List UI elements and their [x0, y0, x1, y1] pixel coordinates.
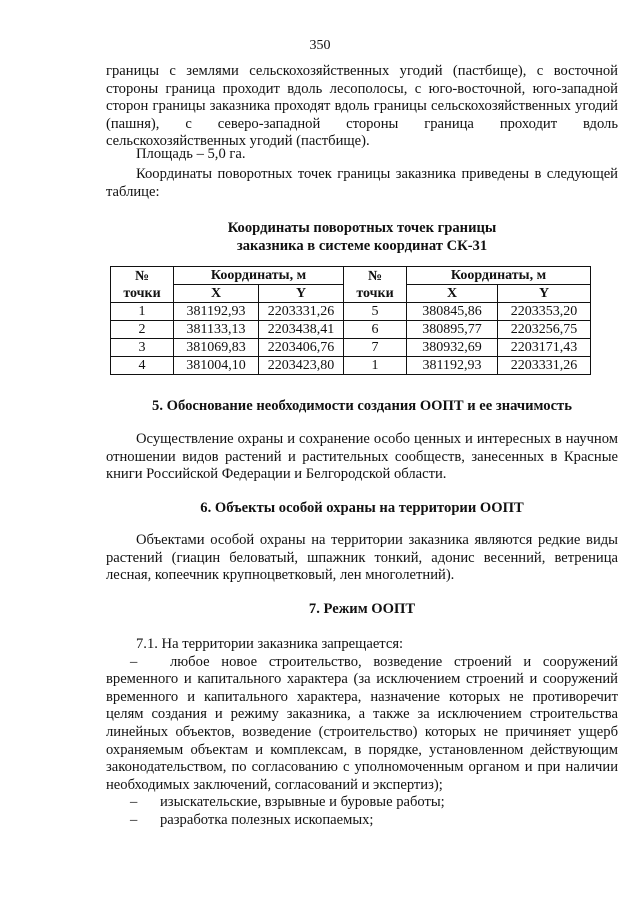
dash-marker: – [130, 653, 138, 670]
table-header-row [111, 267, 591, 285]
cell-point-number: 5 [344, 303, 407, 321]
header-no-word: точки [356, 285, 394, 301]
cell-x: 380895,77 [407, 321, 498, 339]
cell-point-number: 4 [111, 357, 174, 375]
cell-y: 2203353,20 [498, 303, 591, 321]
list-item [106, 654, 618, 795]
cell-point-number: 2 [111, 321, 174, 339]
coordinates-table [110, 266, 591, 375]
cell-x: 381192,93 [407, 357, 498, 375]
cell-point-number: 1 [344, 357, 407, 375]
cell-y: 2203171,43 [498, 339, 591, 357]
area-paragraph [106, 146, 618, 164]
header-y-right: Y [498, 285, 591, 303]
list-item-text: любое новое строительство, возведение строений и сооружений временного и капитального характера (за исключением строений и сооружений временного и капитального характера, назначение которых не противоречит целям создания и режиму заказника, а также за исключением строительства линейных объектов, возведение (строительство) которых не причиняет ущерб охраняемым объектам и комплексам, в порядке, установленном действующим законодательством, по согласованию с уполномоченным органом и при наличии необходимых заключений, согласований и экспертиз); [106, 653, 618, 793]
cell-y: 2203438,41 [259, 321, 344, 339]
header-y-left: Y [259, 285, 344, 303]
cell-x: 380845,86 [407, 303, 498, 321]
header-coordinates-right: Координаты, м [407, 267, 591, 285]
table-caption-line-2: заказника в системе координат СК-31 [236, 238, 488, 254]
cell-point-number: 7 [344, 339, 407, 357]
page-number: 350 [309, 38, 331, 53]
section-7-intro: 7.1. На территории заказника запрещается: [136, 636, 404, 652]
list-item [106, 794, 618, 812]
cell-point-number: 6 [344, 321, 407, 339]
section-7-heading: 7. Режим ООПТ [308, 601, 416, 617]
header-no-symbol: № [367, 268, 383, 284]
intro-paragraph [106, 63, 618, 151]
cell-y: 2203331,26 [259, 303, 344, 321]
list-item-text: изыскательские, взрывные и буровые работы; [160, 794, 445, 811]
section-6-heading: 6. Объекты особой охраны на территории ООПТ [200, 500, 524, 516]
header-no-word: точки [123, 285, 161, 301]
section-6-paragraph [106, 532, 618, 585]
table-caption [106, 219, 618, 255]
table-row [111, 303, 591, 321]
area-line: Площадь – 5,0 га. [136, 146, 246, 162]
cell-point-number: 3 [111, 339, 174, 357]
cell-point-number: 1 [111, 303, 174, 321]
coordinates-table-wrapper [110, 266, 591, 375]
coords-intro-text: Координаты поворотных точек границы заказника приведены в следующей таблице: [106, 166, 618, 200]
section-5-heading: 5. Обоснование необходимости создания ООПТ и ее значимость [152, 398, 572, 414]
section-6-text: Объектами особой охраны на территории заказника являются редкие виды растений (гиацин беловатый, шпажник тонкий, адонис весенний, ветреница лесная, копеечник крупноцветковый, лен многолетний). [106, 532, 618, 584]
list-item [106, 812, 618, 830]
table-caption-line-1: Координаты поворотных точек границы [227, 220, 497, 236]
dash-marker: – [130, 794, 138, 811]
section-5-paragraph [106, 431, 618, 484]
header-no-symbol: № [134, 268, 150, 284]
table-row [111, 339, 591, 357]
cell-x: 381004,10 [174, 357, 259, 375]
section-5-text: Осуществление охраны и сохранение особо ценных и интересных в научном отношении видов растений и растительных сообществ, занесенных в Красные книги Российской Федерации и Белгородской области. [106, 431, 618, 483]
cell-x: 381192,93 [174, 303, 259, 321]
dash-marker: – [130, 811, 138, 828]
header-x-left: X [174, 285, 259, 303]
cell-x: 381133,13 [174, 321, 259, 339]
cell-y: 2203423,80 [259, 357, 344, 375]
cell-x: 380932,69 [407, 339, 498, 357]
coords-intro-paragraph [106, 166, 618, 201]
table-row [111, 321, 591, 339]
cell-x: 381069,83 [174, 339, 259, 357]
cell-y: 2203406,76 [259, 339, 344, 357]
intro-paragraph-text: границы с землями сельскохозяйственных угодий (пастбище), с восточной стороны граница проходит вдоль лесополосы, с юго-восточной, юго-западной сторон границы заказника проходят вдоль границы сельскохозяйственных угодий (пашня), с северо-западной стороны граница проходит вдоль сельскохозяйственных угодий (пастбище). [106, 63, 618, 150]
header-coordinates-left: Координаты, м [174, 267, 344, 285]
table-row [111, 357, 591, 375]
header-point-number-right [344, 267, 407, 303]
section-7-body [106, 636, 618, 830]
header-point-number-left [111, 267, 174, 303]
list-item-text: разработка полезных ископаемых; [160, 811, 374, 828]
cell-y: 2203256,75 [498, 321, 591, 339]
header-x-right: X [407, 285, 498, 303]
cell-y: 2203331,26 [498, 357, 591, 375]
